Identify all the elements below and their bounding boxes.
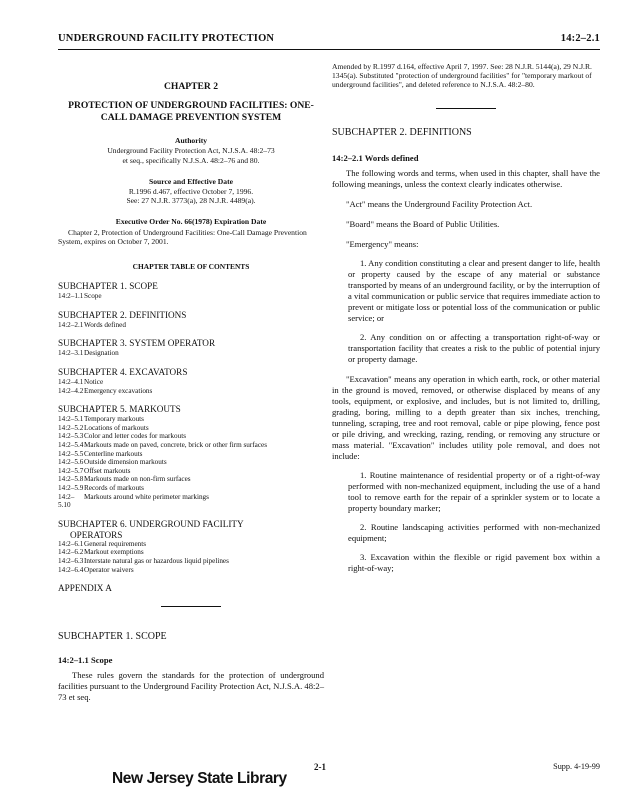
source-heading: Source and Effective Date (148, 176, 233, 186)
section-divider (436, 108, 496, 109)
toc-entry[interactable]: 14:2–6.4 Operator waivers (58, 565, 134, 574)
excavation-exclusion-1: 1. Routine maintenance of residential property or of a right-of-way performed with non-mechanized equipment, including the use of a hand tool to remove earth for the repair of a sprinkler system or to locate a property boundary marker; (348, 469, 600, 513)
scope-paragraph: These rules govern the standards for the protection of underground facilities pursuant to the Underground Facility Protection Act, N.J.S.A. 48:2–73 et seq. (58, 670, 324, 703)
toc-subchapter[interactable]: SUBCHAPTER 4. EXCAVATORS (58, 367, 188, 378)
toc-subchapter[interactable]: SUBCHAPTER 5. MARKOUTS (58, 404, 181, 415)
page-number: 2-1 (314, 762, 326, 772)
section-divider (161, 606, 221, 607)
section-14-2-1-1-heading: 14:2–1.1 Scope (58, 655, 113, 666)
definitions-intro: The following words and terms, when used in this chapter, shall have the following meanings, unless the context clearly indicates otherwise. (332, 167, 600, 189)
toc-subchapter[interactable]: SUBCHAPTER 2. DEFINITIONS (58, 309, 187, 320)
subchapter-1-heading: SUBCHAPTER 1. SCOPE (58, 631, 167, 643)
right-column (332, 62, 600, 574)
toc-heading: CHAPTER TABLE OF CONTENTS (132, 262, 250, 272)
toc-entry[interactable]: 14:2–4.1 Notice (58, 378, 104, 387)
excavation-exclusion-3: 3. Excavation within the flexible or rigid pavement box within a right-of-way; (348, 551, 600, 573)
authority-line-1: Underground Facility Protection Act, N.J.S.A. 48:2–73 (107, 146, 275, 156)
left-column (58, 62, 324, 703)
toc (58, 281, 324, 594)
toc-entry[interactable]: 14:2–6.3 Interstate natural gas or hazardous liquid pipelines (58, 556, 229, 565)
authority-heading: Authority (174, 136, 208, 146)
section-14-2-2-1-heading: 14:2–2.1 Words defined (332, 152, 419, 163)
chapter-number: CHAPTER 2 (163, 81, 219, 92)
toc-entry[interactable]: 14:2–2.1 Words defined (58, 320, 126, 329)
running-header (58, 33, 600, 50)
toc-entry[interactable]: 14:2–4.2 Emergency excavations (58, 386, 153, 395)
header-title: UNDERGROUND FACILITY PROTECTION (58, 33, 275, 44)
chapter-title: PROTECTION OF UNDERGROUND FACILITIES: ONE-CALL DAMAGE PREVENTION SYSTEM (68, 100, 314, 124)
toc-entry[interactable]: 14:2–5.10 Markouts around white perimeter markings (58, 492, 209, 510)
toc-entry[interactable]: 14:2–5.5 Centerline markouts (58, 449, 143, 458)
definition-emergency: "Emergency" means: (346, 238, 419, 249)
header-section: 14:2–2.1 (560, 33, 600, 44)
toc-entry[interactable]: 14:2–3.1 Designation (58, 349, 119, 358)
definition-act: "Act" means the Underground Facility Protection Act. (346, 198, 533, 209)
emergency-item-2: 2. Any condition on or affecting a transportation right-of-way or transportation facility that creates a risk to the public of potential injury or property damage. (348, 331, 600, 364)
toc-entry[interactable]: 14:2–5.2 Locations of markouts (58, 423, 149, 432)
toc-entry[interactable]: 14:2–1.1 Scope (58, 292, 102, 301)
excavation-exclusion-2: 2. Routine landscaping activities performed with non-mechanized equipment; (348, 521, 600, 543)
executive-order-text: Chapter 2, Protection of Underground Facilities: One-Call Damage Prevention System, expires on October 7, 2001. (58, 227, 307, 246)
toc-entry[interactable]: 14:2–6.2 Markout exemptions (58, 548, 144, 557)
source-line-2: See: 27 N.J.R. 3773(a), 28 N.J.R. 4489(a). (126, 196, 256, 206)
definition-excavation: "Excavation" means any operation in which earth, rock, or other material in the ground is moved, removed, or otherwise displaced by means of any tools, equipment, or explosive, and includes, but is not limited to, drilling, grading, boring, milling to a depth greater than six inches, trenching, tunneling, scraping, tree and root removal, cable or pipe plowing, fence post or pile driving, and wrecking, razing, rending, or removing any structure or mass material. "Excavation" includes utility pole removal, and does not include: (332, 373, 600, 461)
toc-subchapter[interactable]: SUBCHAPTER 6. UNDERGROUND FACILITY (58, 518, 244, 529)
toc-entry[interactable]: 14:2–5.7 Offset markouts (58, 466, 131, 475)
toc-entry[interactable]: 14:2–5.6 Outside dimension markouts (58, 458, 167, 467)
toc-entry[interactable]: 14:2–6.1 General requirements (58, 539, 147, 548)
toc-entry[interactable]: 14:2–5.9 Records of markouts (58, 483, 144, 492)
toc-entry[interactable]: 14:2–5.4 Markouts made on paved, concrete, brick or other firm surfaces (58, 440, 268, 449)
source-line-1: R.1996 d.467, effective October 7, 1996. (128, 187, 254, 197)
emergency-item-1: 1. Any condition constituting a clear and present danger to life, health or property caused by the escape of any material or substance transported by means of an underground facility, or by the interruption of a vital communication or public service that requires immediate action to prevent or mitigate loss or potential loss of the communication or public service; or (348, 257, 600, 323)
toc-subchapter-cont[interactable]: OPERATORS (70, 529, 123, 540)
toc-subchapter[interactable]: SUBCHAPTER 1. SCOPE (58, 281, 158, 292)
toc-entry[interactable]: 14:2–5.3 Color and letter codes for markouts (58, 432, 186, 441)
library-watermark: New Jersey State Library (112, 770, 287, 787)
toc-entry[interactable]: 14:2–5.8 Markouts made on non-firm surfaces (58, 475, 191, 484)
authority-line-2: et seq., specifically N.J.S.A. 48:2–76 and 80. (122, 155, 260, 165)
amendment-note: Amended by R.1997 d.164, effective April 7, 1997. See: 28 N.J.R. 5144(a), 29 N.J.R. 1345(a). Substituted "protection of underground facilities" for "temporary markout of underground facilities", and deleted reference to N.J.S.A. 48:2–80. (332, 62, 592, 90)
toc-subchapter[interactable]: SUBCHAPTER 3. SYSTEM OPERATOR (58, 338, 216, 349)
supplement-date: Supp. 4-19-99 (553, 762, 600, 771)
toc-appendix[interactable]: APPENDIX A (58, 583, 112, 594)
subchapter-2-heading: SUBCHAPTER 2. DEFINITIONS (332, 126, 472, 138)
executive-order-heading: Executive Order No. 66(1978) Expiration Date (115, 217, 267, 227)
definition-board: "Board" means the Board of Public Utilities. (346, 218, 500, 229)
toc-entry[interactable]: 14:2–5.1 Temporary markouts (58, 415, 144, 424)
